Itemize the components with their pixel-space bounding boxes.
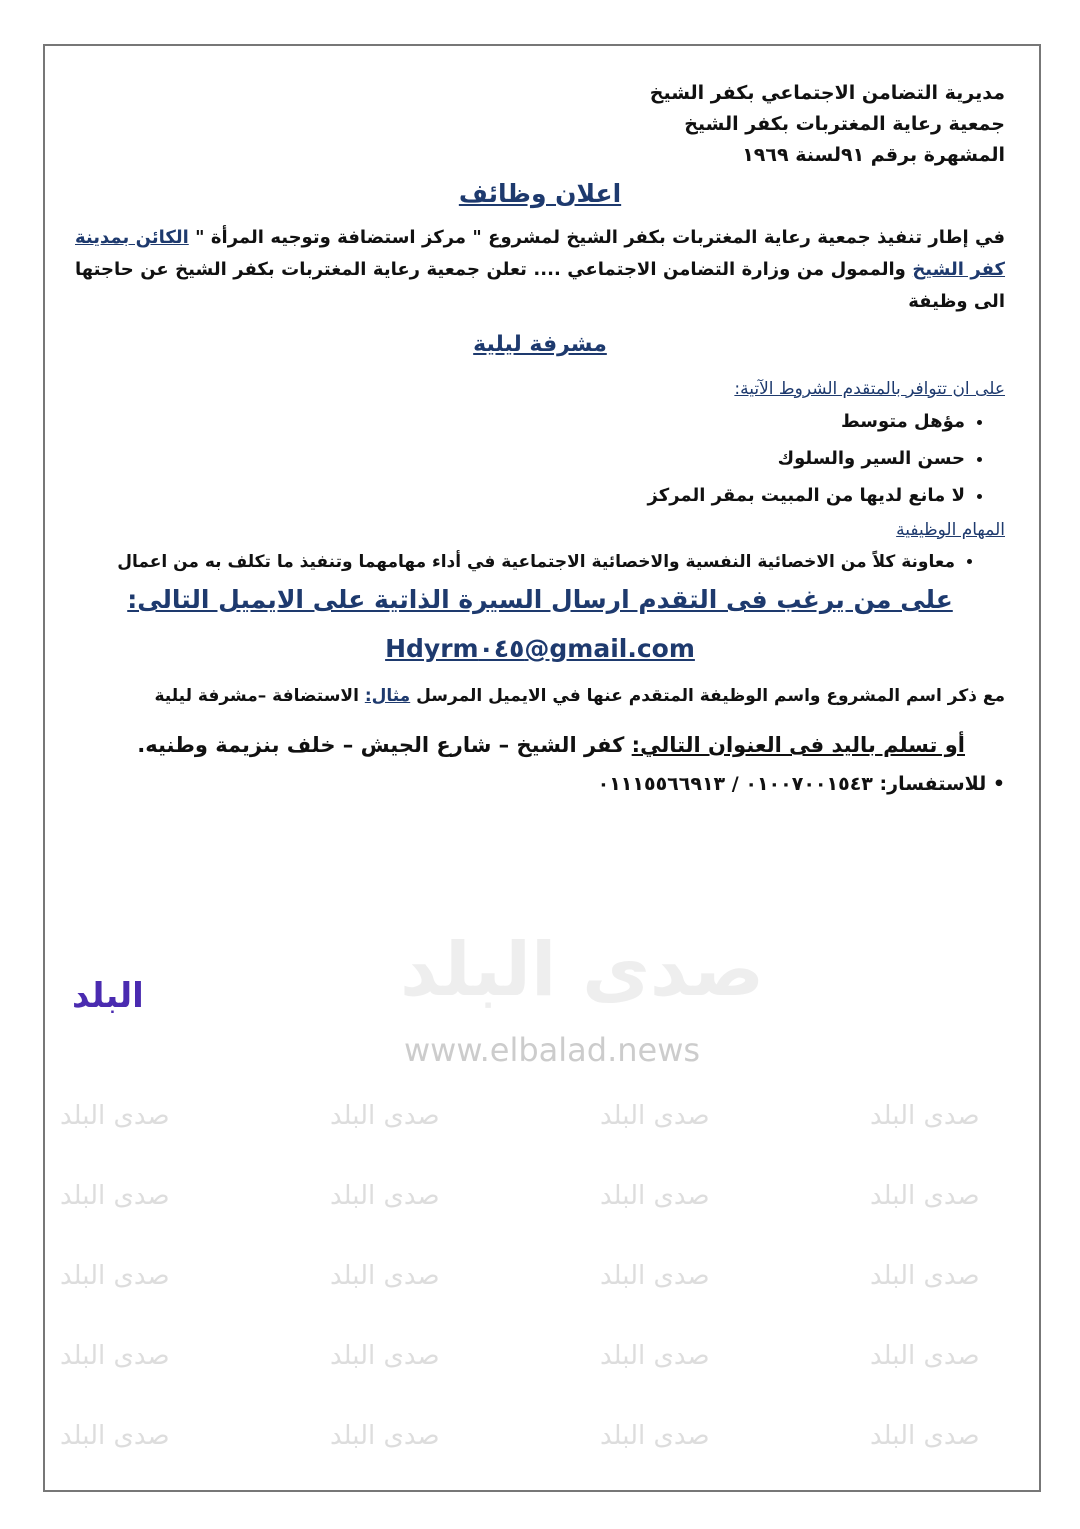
watermark-text: صدى البلد xyxy=(330,1101,440,1131)
email-note xyxy=(75,681,1005,711)
example-text: الاستضافة –مشرفة ليلية xyxy=(154,686,365,706)
intro-paragraph xyxy=(75,222,1005,318)
watermark-text: صدى البلد xyxy=(60,1341,170,1371)
inquiry-label: للاستفسار: xyxy=(879,773,987,795)
example-label: مثال: xyxy=(364,686,411,706)
conditions-list xyxy=(75,403,1005,514)
list-item: • مؤهل متوسط xyxy=(75,403,965,440)
duties-heading: المهام الوظيفية xyxy=(896,520,1005,540)
phone-numbers: ٠١٠٠٧٠٠١٥٤٣ / ٠١١١٥٥٦٦٩١٣ xyxy=(597,773,873,795)
watermark-text: صدى البلد xyxy=(870,1421,980,1451)
watermark-text: صدى البلد xyxy=(600,1181,710,1211)
elbalad-logo: البلد xyxy=(72,976,144,1016)
watermark-text: صدى البلد xyxy=(60,1261,170,1291)
watermark-text: صدى البلد xyxy=(330,1421,440,1451)
email-link[interactable]: Hdyrm٠٤٥@gmail.com xyxy=(385,634,695,663)
watermark-site: www.elbalad.news xyxy=(404,1031,701,1069)
watermark-text: صدى البلد xyxy=(600,1421,710,1451)
job-title: مشرفة ليلية xyxy=(473,332,607,357)
intro-text: في إطار تنفيذ جمعية رعاية المغتربات بكفر الشيخ لمشروع " مركز استضافة وتوجيه المرأة " xyxy=(188,227,1005,248)
watermark-text: صدى البلد xyxy=(330,1261,440,1291)
header-line-1: مديرية التضامن الاجتماعي بكفر الشيخ xyxy=(649,82,1005,104)
watermark-text: صدى البلد xyxy=(870,1261,980,1291)
watermark-text: صدى البلد xyxy=(330,1181,440,1211)
announcement-document xyxy=(75,78,1005,795)
conditions-heading: على ان تتوافر بالمتقدم الشروط الآتية: xyxy=(734,379,1005,399)
inquiry: • للاستفسار: ٠١٠٠٧٠٠١٥٤٣ / ٠١١١٥٥٦٦٩١٣ xyxy=(597,773,1005,795)
page-title: اعلان وظائف xyxy=(458,179,622,208)
apply-instructions: على من يرغب فى التقدم ارسال السيرة الذاتية على الايميل التالى: xyxy=(127,585,953,614)
watermark-text: صدى البلد xyxy=(60,1101,170,1131)
hand-delivery-label: أو تسلم باليد فى العنوان التالي: xyxy=(631,733,965,757)
watermark-text: صدى البلد xyxy=(870,1101,980,1131)
list-item: • لا مانع لديها من المبيت بمقر المركز xyxy=(75,477,965,514)
intro-text-2: والممول من وزارة التضامن الاجتماعي .... تعلن جمعية رعاية المغتربات بكفر الشيخ عن حاجتها الى وظيفة xyxy=(75,259,1005,312)
list-item: • معاونة كلاً من الاخصائية النفسية والاخصائية الاجتماعية في أداء مهامهما وتنفيذ ما تكلف به من اعمال xyxy=(75,544,955,581)
hand-delivery xyxy=(75,733,965,757)
address: كفر الشيخ – شارع الجيش – خلف بنزيمة وطنيه. xyxy=(137,733,632,757)
header-line-3: المشهرة برقم ٩١لسنة ١٩٦٩ xyxy=(742,144,1005,166)
watermark-text: صدى البلد xyxy=(600,1101,710,1131)
watermark-large: صدى البلد xyxy=(400,927,765,1013)
watermark-text: صدى البلد xyxy=(60,1181,170,1211)
duties-list xyxy=(75,544,1005,581)
intro-location: الكائن بمدينة كفر الشيخ xyxy=(75,227,1006,280)
watermark-text: صدى البلد xyxy=(60,1421,170,1451)
header-line-2: جمعية رعاية المغتربات بكفر الشيخ xyxy=(684,113,1005,135)
watermark-text: صدى البلد xyxy=(870,1341,980,1371)
watermark-text: صدى البلد xyxy=(600,1261,710,1291)
watermark-text: صدى البلد xyxy=(330,1341,440,1371)
watermark-text: صدى البلد xyxy=(600,1341,710,1371)
watermark-text: صدى البلد xyxy=(870,1181,980,1211)
note-text: مع ذكر اسم المشروع واسم الوظيفة المتقدم عنها في الايميل المرسل xyxy=(410,686,1005,706)
list-item: • حسن السير والسلوك xyxy=(75,440,965,477)
